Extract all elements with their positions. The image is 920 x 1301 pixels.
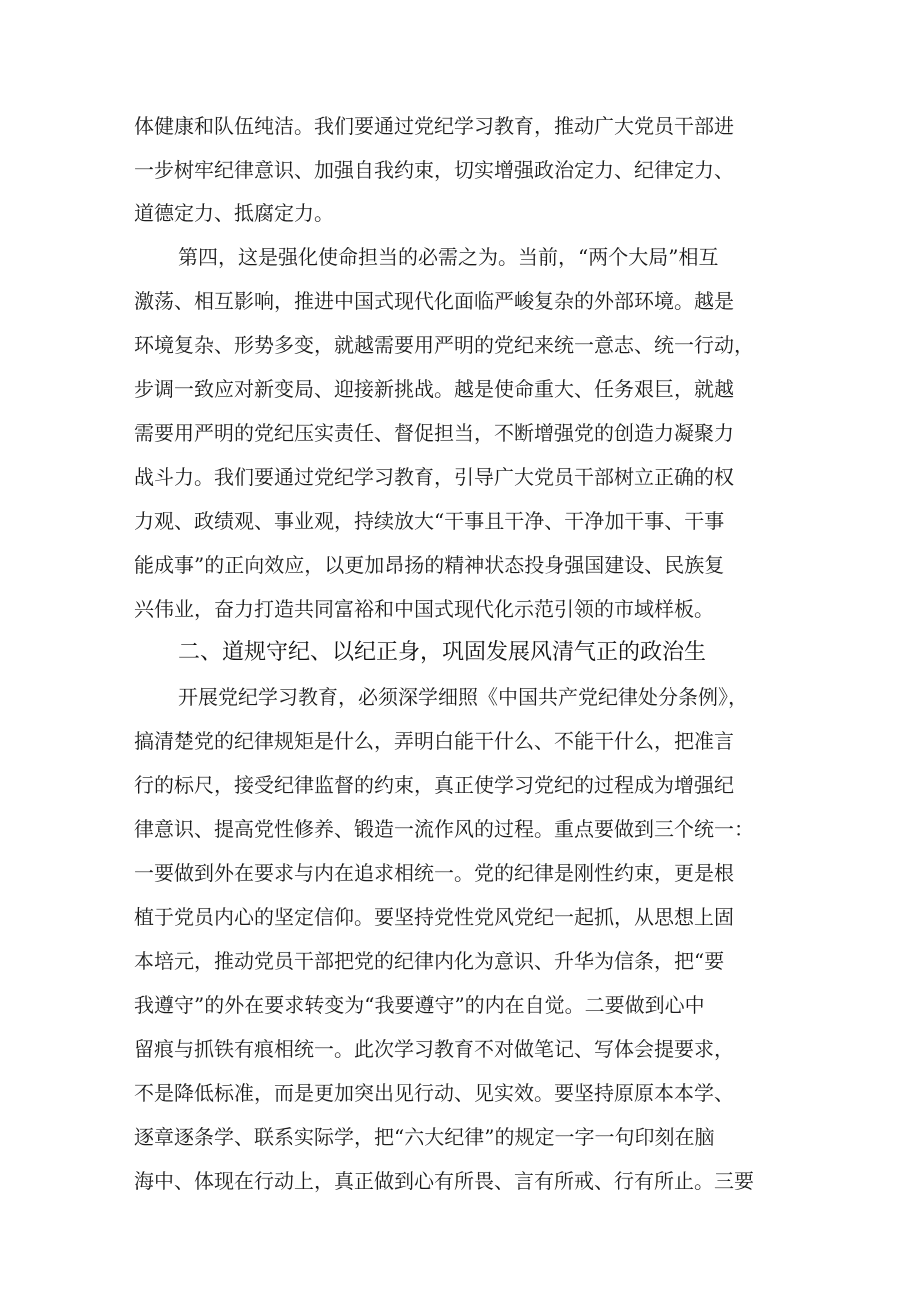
text-line: 本培元，推动党员干部把党的纪律内化为意识、升华为信条，把“要	[134, 949, 725, 973]
text-line: 我遵守”的外在要求转变为“我要遵守”的内在自觉。二要做到心中	[134, 993, 705, 1017]
text-line: 道德定力、抵腐定力。	[134, 201, 334, 225]
text-line: 兴伟业，奋力打造共同富裕和中国式现代化示范引领的市域样板。	[134, 597, 714, 621]
text-line: 需要用严明的党纪压实责任、督促担当，不断增强党的创造力凝聚力	[134, 421, 734, 445]
text-line: 一步树牢纪律意识、加强自我约束，切实增强政治定力、纪律定力、	[134, 158, 734, 182]
text-line: 体健康和队伍纯洁。我们要通过党纪学习教育，推动广大党员干部进	[134, 114, 734, 138]
text-line: 植于党员内心的坚定信仰。要坚持党性党风党纪一起抓，从思想上固	[134, 905, 734, 929]
text-line: 留痕与抓铁有痕相统一。此次学习教育不对做笔记、写体会提要求，	[134, 1037, 734, 1061]
text-line: 激荡、相互影响，推进中国式现代化面临严峻复杂的外部环境。越是	[134, 289, 734, 313]
text-line: 律意识、提高党性修养、锻造一流作风的过程。重点要做到三个统一：	[134, 817, 754, 841]
text-line: 一要做到外在要求与内在追求相统一。党的纪律是刚性约束，更是根	[134, 861, 734, 885]
text-line: 行的标尺，接受纪律监督的约束，真正使学习党纪的过程成为增强纪	[134, 773, 734, 797]
text-line: 不是降低标准，而是更加突出见行动、见实效。要坚持原原本本学、	[134, 1081, 734, 1105]
text-line: 海中、体现在行动上，真正做到心有所畏、言有所戒、行有所止。三要	[134, 1169, 754, 1193]
text-line: 力观、政绩观、事业观，持续放大“干事且干净、干净加干事、干事	[134, 509, 725, 533]
text-line: 战斗力。我们要通过党纪学习教育，引导广大党员干部树立正确的权	[134, 465, 734, 489]
paragraph-first-line: 开展党纪学习教育，必须深学细照《中国共产党纪律处分条例》，	[178, 685, 748, 709]
text-line: 环境复杂、形势多变，就越需要用严明的党纪来统一意志、统一行动，	[134, 333, 754, 357]
text-line: 步调一致应对新变局、迎接新挑战。越是使命重大、任务艰巨，就越	[134, 377, 734, 401]
section-heading: 二、道规守纪、以纪正身，巩固发展风清气正的政治生	[178, 640, 707, 665]
text-line: 搞清楚党的纪律规矩是什么，弄明白能干什么、不能干什么，把准言	[134, 729, 734, 753]
paragraph-first-line: 第四，这是强化使命担当的必需之为。当前，“两个大局”相互	[178, 245, 719, 269]
text-line: 能成事”的正向效应，以更加昂扬的精神状态投身强国建设、民族复	[134, 553, 725, 577]
text-line: 逐章逐条学、联系实际学，把“六大纪律”的规定一字一句印刻在脑	[134, 1125, 715, 1149]
